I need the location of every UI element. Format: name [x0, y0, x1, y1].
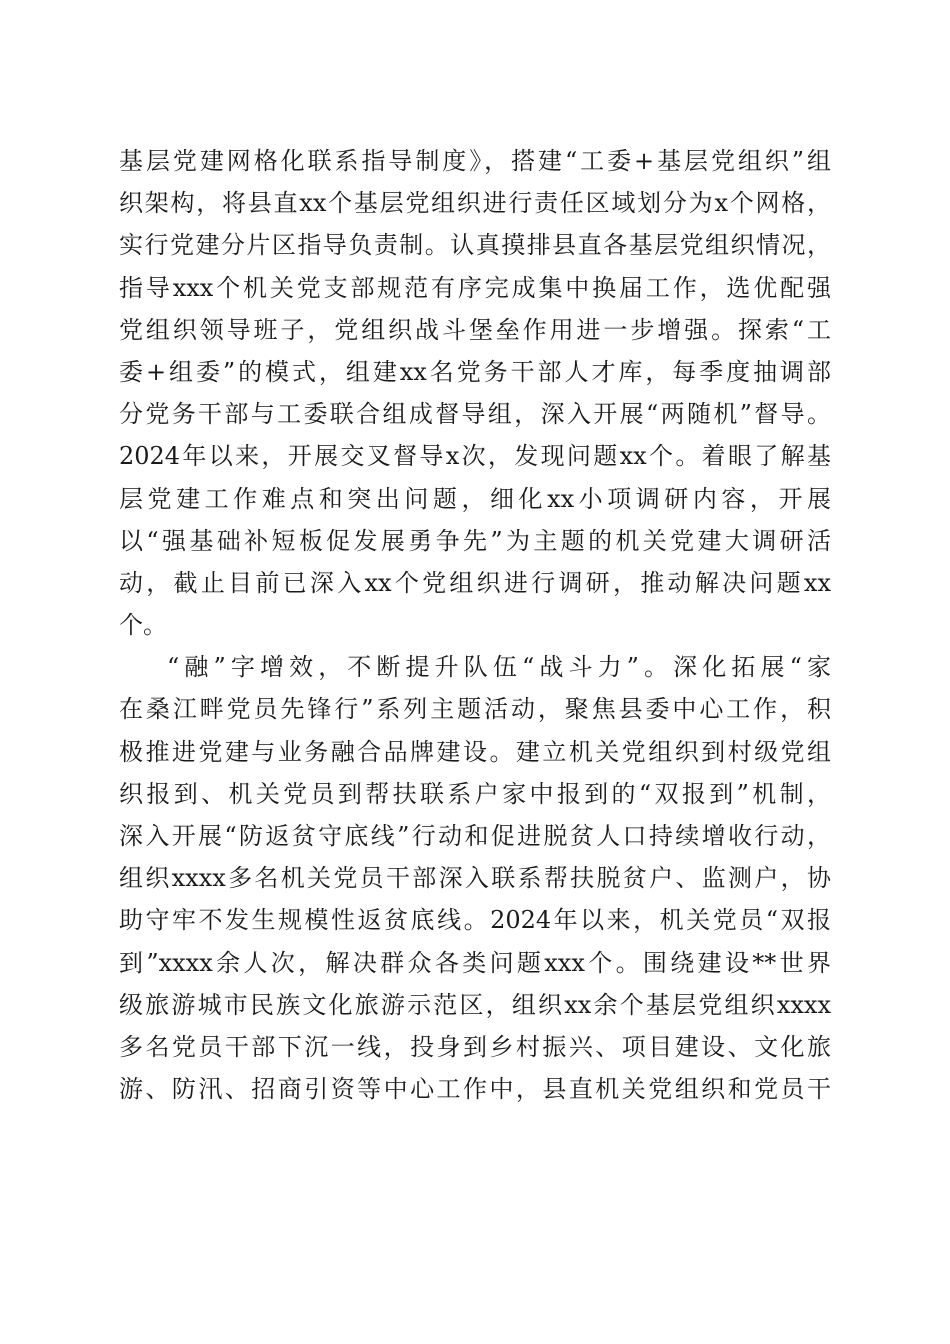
paragraph-1-line: 2024年以来，开展交叉督导x次，发现问题xx个。着眼了解基: [119, 442, 831, 471]
paragraph-2-line: 助守牢不发生规模性返贫底线。2024年以来，机关党员“双报: [119, 906, 831, 935]
paragraph-2-line: 级旅游城市民族文化旅游示范区，组织xx余个基层党组织xxxx: [119, 990, 831, 1019]
paragraph-2-line: “融”字增效，不断提升队伍“战斗力”。深化拓展“家: [167, 653, 831, 682]
paragraph-1-line: 指导xxx个机关党支部规范有序完成集中换届工作，选优配强: [119, 273, 831, 302]
paragraph-1-line: 动，截止目前已深入xx个党组织进行调研，推动解决问题xx: [119, 568, 831, 597]
paragraph-2-line: 极推进党建与业务融合品牌建设。建立机关党组织到村级党组: [119, 737, 831, 766]
body-text: [119, 140, 831, 1110]
paragraph-2-line: 多名党员干部下沉一线，投身到乡村振兴、项目建设、文化旅: [119, 1032, 831, 1061]
paragraph-2-line: 织报到、机关党员到帮扶联系户家中报到的“双报到”机制，: [119, 779, 831, 808]
paragraph-1-line: 织架构，将县直xx个基层党组织进行责任区域划分为x个网格，: [119, 189, 831, 218]
paragraph-1-line: 以“强基础补短板促发展勇争先”为主题的机关党建大调研活: [119, 526, 831, 555]
paragraph-1-line: 个。: [119, 611, 167, 640]
paragraph-2-line: 深入开展“防返贫守底线”行动和促进脱贫人口持续增收行动，: [119, 822, 831, 850]
paragraph-1-line: 基层党建网格化联系指导制度》，搭建“工委+基层党组织”组: [119, 147, 831, 175]
paragraph-2-line: 组织xxxx多名机关党员干部深入联系帮扶脱贫户、监测户，协: [119, 864, 831, 893]
paragraph-1-line: 层党建工作难点和突出问题，细化xx小项调研内容，开展: [119, 484, 831, 513]
paragraph-1-line: 委+组委”的模式，组建xx名党务干部人才库，每季度抽调部: [119, 357, 831, 386]
paragraph-2-line: 游、防汛、招商引资等中心工作中，县直机关党组织和党员干: [119, 1075, 831, 1104]
paragraph-1-line: 党组织领导班子，党组织战斗堡垒作用进一步增强。探索“工: [119, 315, 831, 344]
paragraph-2-line: 到”xxxx余人次，解决群众各类问题xxx个。围绕建设**世界: [119, 948, 831, 977]
paragraph-2-line: 在桑江畔党员先锋行”系列主题活动，聚焦县委中心工作，积: [119, 695, 831, 724]
paragraph-1-line: 实行党建分片区指导负责制。认真摸排县直各基层党组织情况，: [119, 231, 831, 260]
paragraph-1-line: 分党务干部与工委联合组成督导组，深入开展“两随机”督导。: [119, 400, 831, 429]
